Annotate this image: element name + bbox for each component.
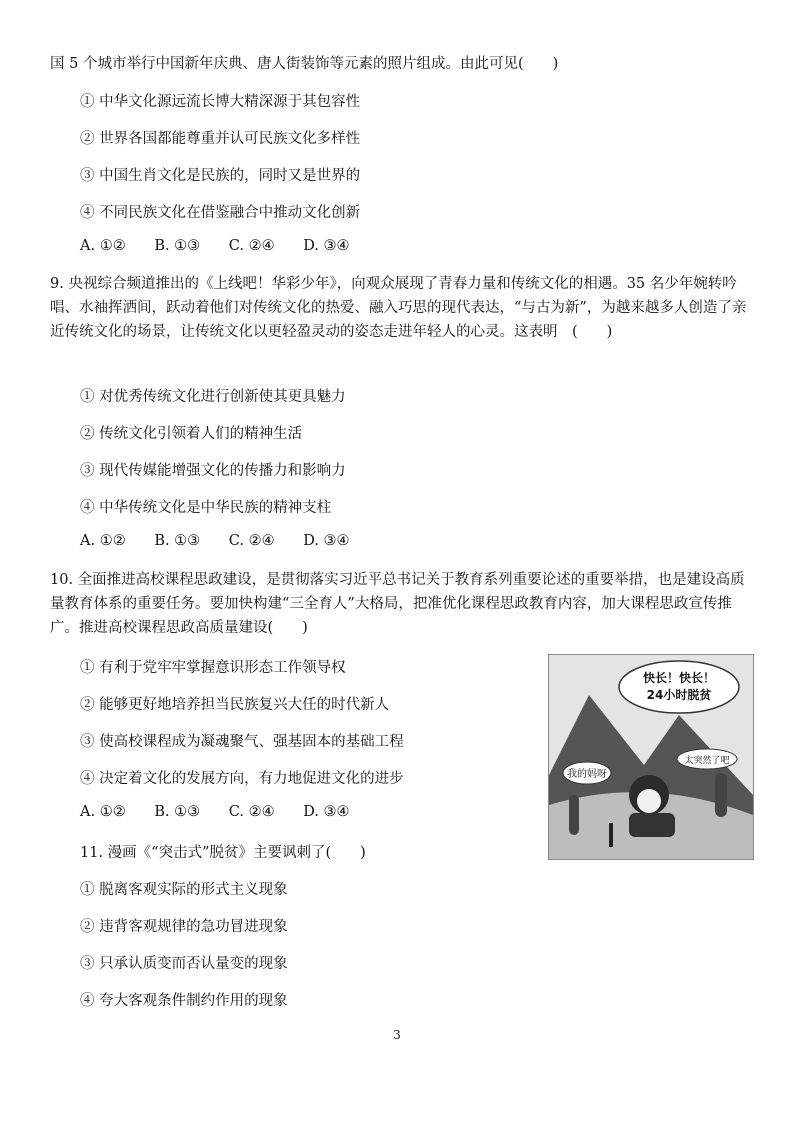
right-caption: 太突然了吧	[684, 756, 730, 766]
option: ② 能够更好地培养担当民族复兴大任的时代新人	[80, 697, 390, 713]
option: ② 世界各国都能尊重并认可民族文化多样性	[80, 131, 361, 147]
question-stem: 11. 漫画《“突击式”脱贫》主要讽刺了( )	[80, 845, 366, 861]
choice-b[interactable]: B. ①③	[154, 238, 201, 254]
option: ② 违背客观规律的急功冒进现象	[80, 919, 288, 935]
option: ④ 夸大客观条件制约作用的现象	[80, 993, 288, 1009]
choice-b[interactable]: B. ①③	[154, 804, 201, 820]
option: ④ 中华传统文化是中华民族的精神支柱	[80, 500, 332, 516]
intro-line: 国 5 个城市举行中国新年庆典、唐人街装饰等元素的照片组成。由此可见( )	[50, 56, 559, 72]
answer-choices	[80, 804, 374, 820]
option: ④ 不同民族文化在借鉴融合中推动文化创新	[80, 205, 361, 221]
option: ① 有利于党牢牢掌握意识形态工作领导权	[80, 660, 346, 676]
speech-bubble-line-2: 24小时脱贫	[646, 688, 712, 702]
option: ③ 中国生肖文化是民族的，同时又是世界的	[80, 168, 361, 184]
option: ① 脱离客观实际的形式主义现象	[80, 882, 288, 898]
option: ① 中华文化源远流长博大精深源于其包容性	[80, 94, 361, 110]
answer-choices	[80, 533, 374, 549]
answer-choices	[80, 238, 374, 254]
option: ① 对优秀传统文化进行创新使其更具魅力	[80, 389, 346, 405]
choice-a[interactable]: A. ①②	[80, 238, 126, 254]
choice-b[interactable]: B. ①③	[154, 533, 201, 549]
option: ④ 决定着文化的发展方向，有力地促进文化的进步	[80, 771, 404, 787]
choice-c[interactable]: C. ②④	[228, 238, 275, 254]
question-stem: 9. 央视综合频道推出的《上线吧！华彩少年》，向观众展现了青春力量和传统文化的相遇。35 名少年婉转吟唱、水袖挥洒间，跃动着他们对传统文化的热爱、融入巧思的现代表达，“与古为新”，为越来越多人创造了亲近传统文化的场景，让传统文化以更轻盈灵动的姿态走进年轻人的心灵。这表明 ( )	[50, 276, 747, 340]
choice-d[interactable]: D. ③④	[303, 533, 350, 549]
option: ③ 使高校课程成为凝魂聚气、强基固本的基础工程	[80, 734, 404, 750]
left-caption: 我的妈呀	[567, 769, 607, 780]
choice-d[interactable]: D. ③④	[303, 238, 350, 254]
cartoon-image	[548, 654, 754, 860]
choice-c[interactable]: C. ②④	[228, 804, 275, 820]
choice-a[interactable]: A. ①②	[80, 804, 126, 820]
speech-bubble-line-1: 快长！快长！	[642, 671, 716, 685]
page-number: 3	[393, 1028, 401, 1042]
option: ③ 现代传媒能增强文化的传播力和影响力	[80, 463, 346, 479]
cartoon-illustration	[549, 655, 753, 859]
option: ③ 只承认质变而否认量变的现象	[80, 956, 288, 972]
choice-a[interactable]: A. ①②	[80, 533, 126, 549]
choice-c[interactable]: C. ②④	[228, 533, 275, 549]
option: ② 传统文化引领着人们的精神生活	[80, 426, 303, 442]
question-stem: 10. 全面推进高校课程思政建设，是贯彻落实习近平总书记关于教育系列重要论述的重要举措，也是建设高质量教育体系的重要任务。要加快构建“三全育人”大格局，把准优化课程思政教育内容，加大课程思政宣传推广。推进高校课程思政高质量建设( )	[50, 572, 745, 636]
choice-d[interactable]: D. ③④	[303, 804, 350, 820]
